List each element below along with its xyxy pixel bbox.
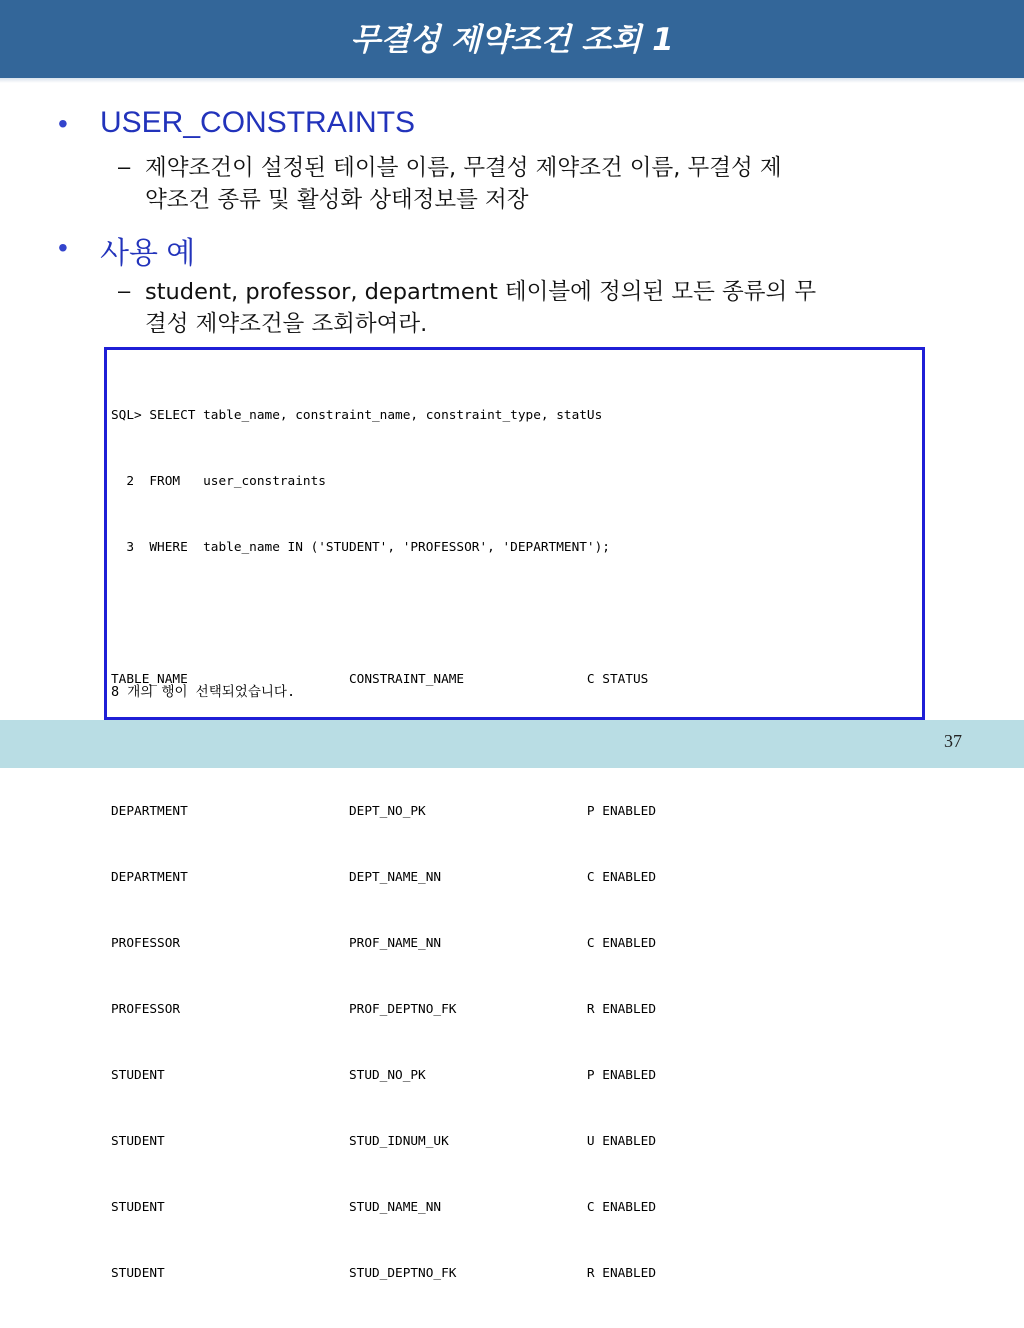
sql-row-count-message: 8 개의 행이 선택되었습니다.	[111, 684, 296, 700]
sub-bullet-dash: –	[118, 154, 131, 179]
footer-bar	[0, 720, 1024, 768]
bullet-usage-example: 사용 예	[100, 237, 196, 270]
sql-result-row: DEPARTMENT DEPT_NO_PK P ENABLED	[111, 803, 657, 818]
page-number: 37	[944, 731, 962, 751]
sql-result-row: STUDENT STUD_IDNUM_UK U ENABLED	[111, 1133, 657, 1148]
bullet-user-constraints: USER_CONSTRAINTS	[100, 106, 416, 139]
sql-blank-line	[111, 602, 664, 624]
sub-bullet-dash: –	[118, 278, 131, 303]
sql-result-row: DEPARTMENT DEPT_NAME_NN C ENABLED	[111, 869, 657, 884]
sub-bullet-line: 제약조건이 설정된 테이블 이름, 무결성 제약조건 이름, 무결성 제	[145, 155, 782, 181]
sub-bullet-example	[145, 276, 975, 340]
sql-result-row: STUDENT STUD_NAME_NN C ENABLED	[111, 1199, 657, 1214]
sql-result-row: PROFESSOR PROF_DEPTNO_FK R ENABLED	[111, 1001, 657, 1016]
sub-bullet-description	[145, 152, 975, 216]
sql-output-text	[111, 360, 664, 1328]
sql-query-line: 3 WHERE table_name IN ('STUDENT', 'PROFESSOR', 'DEPARTMENT');	[111, 539, 610, 554]
bullet-marker: •	[58, 108, 68, 139]
slide-title: 무결성 제약조건 조회 1	[350, 22, 674, 58]
sql-result-row: STUDENT STUD_NO_PK P ENABLED	[111, 1067, 657, 1082]
sub-bullet-line: student, professor, department 테이블에 정의된 모든 종류의 무	[145, 279, 817, 305]
sub-bullet-line: 약조건 종류 및 활성화 상태정보를 저장	[145, 187, 529, 213]
sql-result-header: TABLE_NAME CONSTRAINT_NAME C STATUS	[111, 671, 649, 686]
sub-bullet-line: 결성 제약조건을 조회하여라.	[145, 311, 428, 337]
bullet-marker: •	[58, 232, 68, 263]
sql-output-panel	[104, 347, 925, 1280]
sql-result-row: PROFESSOR PROF_NAME_NN C ENABLED	[111, 935, 657, 950]
sql-query-line: 2 FROM user_constraints	[111, 473, 326, 488]
sql-result-row: STUDENT STUD_DEPTNO_FK R ENABLED	[111, 1265, 657, 1280]
sql-query-line: SQL> SELECT table_name, constraint_name, constraint_type, statUs	[111, 407, 603, 422]
title-divider	[0, 78, 1024, 83]
